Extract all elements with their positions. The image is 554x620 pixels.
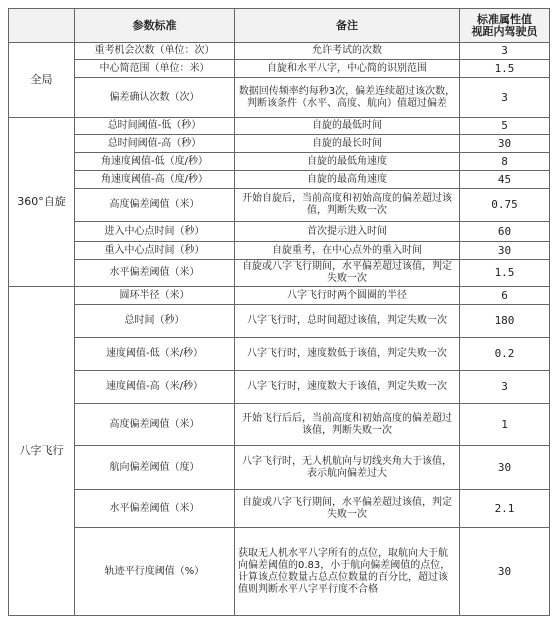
category-cell: 全局 bbox=[9, 43, 75, 118]
table-row bbox=[9, 153, 550, 171]
param-cell: 水平偏差阈值（米） bbox=[75, 490, 235, 528]
note-cell: 开始飞行后后，当前高度和初始高度的偏差超过该值，判断失败一次 bbox=[235, 404, 460, 446]
header-standard-subtitle: 视距内驾驶员 bbox=[471, 24, 538, 38]
note-cell: 自旋重考，在中心点外的重入时间 bbox=[235, 242, 460, 260]
note-cell: 自旋的最长时间 bbox=[235, 135, 460, 153]
table-row bbox=[9, 305, 550, 338]
param-cell: 角速度阈值-低（度/秒） bbox=[75, 153, 235, 171]
header-category bbox=[9, 9, 75, 43]
parameter-table-container bbox=[8, 8, 549, 616]
table-row bbox=[9, 404, 550, 446]
param-cell: 重入中心点时间（秒） bbox=[75, 242, 235, 260]
table-row bbox=[9, 446, 550, 490]
category-cell: 八字飞行 bbox=[9, 287, 75, 616]
value-cell: 8 bbox=[460, 153, 550, 171]
header-param: 参数标准 bbox=[75, 9, 235, 43]
value-cell: 0.75 bbox=[460, 189, 550, 222]
param-cell: 高度偏差阈值（米） bbox=[75, 404, 235, 446]
note-cell: 八字飞行时，总时间超过该值，判定失败一次 bbox=[235, 305, 460, 338]
table-row bbox=[9, 118, 550, 135]
value-cell: 60 bbox=[460, 222, 550, 242]
table-row bbox=[9, 260, 550, 287]
table-row bbox=[9, 528, 550, 616]
table-row bbox=[9, 222, 550, 242]
param-cell: 总时间阈值-低（秒） bbox=[75, 118, 235, 135]
table-row bbox=[9, 171, 550, 189]
param-cell: 航向偏差阈值（度） bbox=[75, 446, 235, 490]
param-cell: 总时间（秒） bbox=[75, 305, 235, 338]
table-row bbox=[9, 490, 550, 528]
header-note: 备注 bbox=[235, 9, 460, 43]
param-cell: 高度偏差阈值（米） bbox=[75, 189, 235, 222]
value-cell: 2.1 bbox=[460, 490, 550, 528]
note-cell: 八字飞行时，速度数低于该值，判定失败一次 bbox=[235, 338, 460, 371]
value-cell: 1 bbox=[460, 404, 550, 446]
table-row bbox=[9, 60, 550, 78]
note-cell: 首次提示进入时间 bbox=[235, 222, 460, 242]
param-cell: 圆环半径（米） bbox=[75, 287, 235, 305]
value-cell: 30 bbox=[460, 135, 550, 153]
note-cell: 获取无人机水平八字所有的点位，取航向大于航向偏差阈值的0.83，小于航向偏差阈值的点位，计算该点位数量占总点位数量的百分比，超过该值则判断水平八字平行度不合格 bbox=[235, 528, 460, 616]
note-cell: 自旋或八字飞行期间，水平偏差超过该值，判定失败一次 bbox=[235, 490, 460, 528]
value-cell: 30 bbox=[460, 446, 550, 490]
table-row bbox=[9, 242, 550, 260]
table-row bbox=[9, 43, 550, 60]
value-cell: 0.2 bbox=[460, 338, 550, 371]
param-cell: 角速度阈值-高（度/秒） bbox=[75, 171, 235, 189]
note-cell: 允许考试的次数 bbox=[235, 43, 460, 60]
value-cell: 1.5 bbox=[460, 60, 550, 78]
header-standard-title: 标准属性值 bbox=[477, 12, 532, 26]
param-cell: 进入中心点时间（秒） bbox=[75, 222, 235, 242]
note-cell: 数据回传频率约每秒3次，偏差连续超过该次数，判断该条件（水平、高度、航向）值超过偏差 bbox=[235, 78, 460, 118]
param-cell: 偏差确认次数（次） bbox=[75, 78, 235, 118]
param-cell: 速度阈值-高（米/秒） bbox=[75, 371, 235, 404]
note-cell: 八字飞行时两个圆圈的半径 bbox=[235, 287, 460, 305]
value-cell: 1.5 bbox=[460, 260, 550, 287]
category-cell: 360°自旋 bbox=[9, 118, 75, 287]
param-cell: 水平偏差阈值（米） bbox=[75, 260, 235, 287]
value-cell: 180 bbox=[460, 305, 550, 338]
value-cell: 3 bbox=[460, 78, 550, 118]
table-row bbox=[9, 338, 550, 371]
value-cell: 30 bbox=[460, 528, 550, 616]
note-cell: 自旋的最低时间 bbox=[235, 118, 460, 135]
parameter-table bbox=[8, 8, 550, 616]
note-cell: 自旋和水平八字，中心简的识别范围 bbox=[235, 60, 460, 78]
value-cell: 45 bbox=[460, 171, 550, 189]
header-standard bbox=[460, 9, 550, 43]
value-cell: 3 bbox=[460, 371, 550, 404]
param-cell: 轨迹平行度阈值（%） bbox=[75, 528, 235, 616]
param-cell: 重考机会次数（单位：次） bbox=[75, 43, 235, 60]
table-row bbox=[9, 371, 550, 404]
table-row bbox=[9, 135, 550, 153]
value-cell: 5 bbox=[460, 118, 550, 135]
note-cell: 自旋的最高角速度 bbox=[235, 171, 460, 189]
table-row bbox=[9, 287, 550, 305]
param-cell: 总时间阈值-高（秒） bbox=[75, 135, 235, 153]
value-cell: 3 bbox=[460, 43, 550, 60]
param-cell: 中心简范围（单位：米） bbox=[75, 60, 235, 78]
note-cell: 八字飞行时，无人机航向与切线夹角大于该值，表示航向偏差过大 bbox=[235, 446, 460, 490]
note-cell: 八字飞行时，速度数大于该值，判定失败一次 bbox=[235, 371, 460, 404]
param-cell: 速度阈值-低（米/秒） bbox=[75, 338, 235, 371]
table-row bbox=[9, 189, 550, 222]
table-header-row bbox=[9, 9, 550, 43]
note-cell: 开始自旋后，当前高度和初始高度的偏差超过该值，判断失败一次 bbox=[235, 189, 460, 222]
note-cell: 自旋或八字飞行期间，水平偏差超过该值，判定失败一次 bbox=[235, 260, 460, 287]
table-row bbox=[9, 78, 550, 118]
value-cell: 6 bbox=[460, 287, 550, 305]
value-cell: 30 bbox=[460, 242, 550, 260]
note-cell: 自旋的最低角速度 bbox=[235, 153, 460, 171]
